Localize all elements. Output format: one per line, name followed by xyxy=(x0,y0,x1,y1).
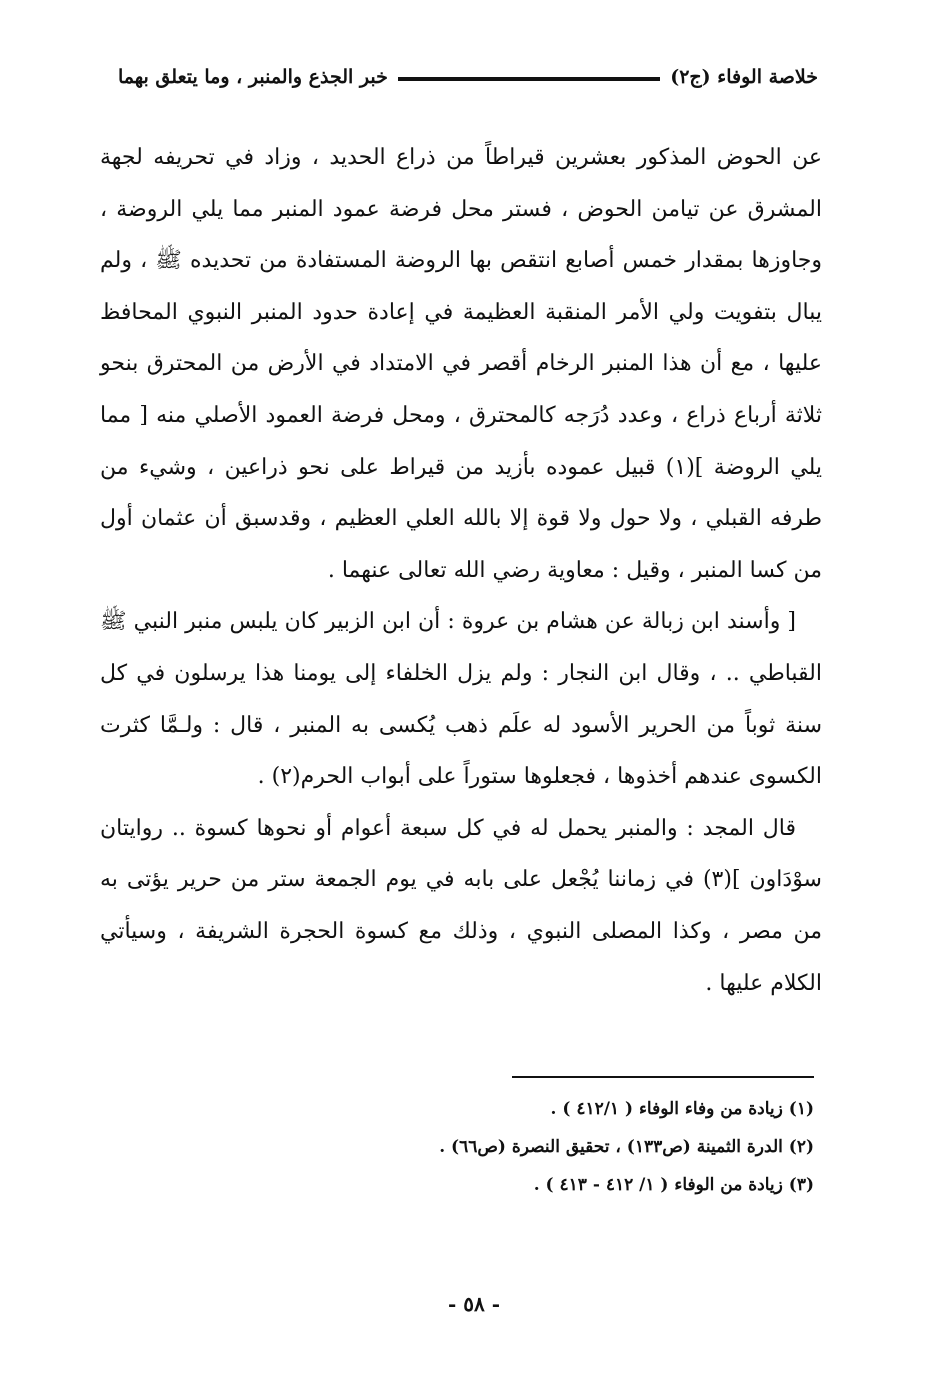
footnote: (٢) الدرة الثمينة (ص١٣٣) ، تحقيق النصرة (ص٦٦) . xyxy=(439,1137,814,1157)
footnote: (٣) زيادة من الوفاء ( ١/ ٤١٢ - ٤١٣ ) . xyxy=(533,1175,814,1195)
paragraph: [ وأسند ابن زبالة عن هشام بن عروة : أن ابن الزبير كان يلبس منبر النبي ﷺ القباطي .. ، وقال ابن النجار : ولم يزل الخلفاء إلى يومنا هذا يرسلون في كل سنة ثوباً من الحرير الأسود له علَم ذهب يُكسى به المنبر ، قال : ولـمَّا كثرت الكسوى عندهم أخذوها ، فجعلوها ستوراً على أبواب الحرم(٢) . xyxy=(100,609,822,790)
main-text xyxy=(100,132,822,1009)
paragraph: قال المجد : والمنبر يحمل له في كل سبعة أعوام أو نحوها كسوة .. روايتان سوْدَاون ](٣) في زماننا يُجْعل على بابه في يوم الجمعة ستر من حرير يؤتى به من مصر ، وكذا المصلى النبوي ، وذلك مع كسوة الحجرة الشريفة ، وسيأتي الكلام عليها . xyxy=(100,815,822,996)
footnote-separator xyxy=(512,1076,814,1078)
footnote: (١) زيادة من وفاء الوفاء ( ٤١٢/١ ) . xyxy=(550,1099,814,1119)
header-book-title: خلاصة الوفاء (ج٢) xyxy=(670,66,818,88)
footnotes xyxy=(300,1090,814,1204)
running-header xyxy=(118,62,818,92)
page-number: - ٥٨ - xyxy=(447,1292,500,1316)
header-chapter-title: خبر الجذع والمنبر ، وما يتعلق بهما xyxy=(118,66,388,88)
paragraph: عن الحوض المذكور بعشرين قيراطاً من ذراع الحديد ، وزاد في تحريفه لجهة المشرق عن تيامن الحوض ، فستر محل فرضة عمود المنبر مما يلي الروضة ، وجاوزها بمقدار خمس أصابع انتقص بها الروضة المستفادة من تحديده ﷺ ، ولم يبال بتفويت ولي الأمر المنقبة العظيمة في إعادة حدود المنبر النبوي المحافظ عليها ، مع أن هذا المنبر الرخام أقصر في الامتداد في الأرض من المحترق بنحو ثلاثة أرباع ذراع ، وعدد دُرَجه كالمحترق ، ومحل فرضة العمود الأصلي منه [ مما يلي الروضة ](١) قبيل عموده بأزيد من قيراط على نحو ذراعين ، وشيء من طرفه القبلي ، ولا حول ولا قوة إلا بالله العلي العظيم ، وقدسبق أن عثمان أول من كسا المنبر ، وقيل : معاوية رضي الله تعالى عنهما . xyxy=(100,145,822,583)
header-rule xyxy=(398,77,660,81)
